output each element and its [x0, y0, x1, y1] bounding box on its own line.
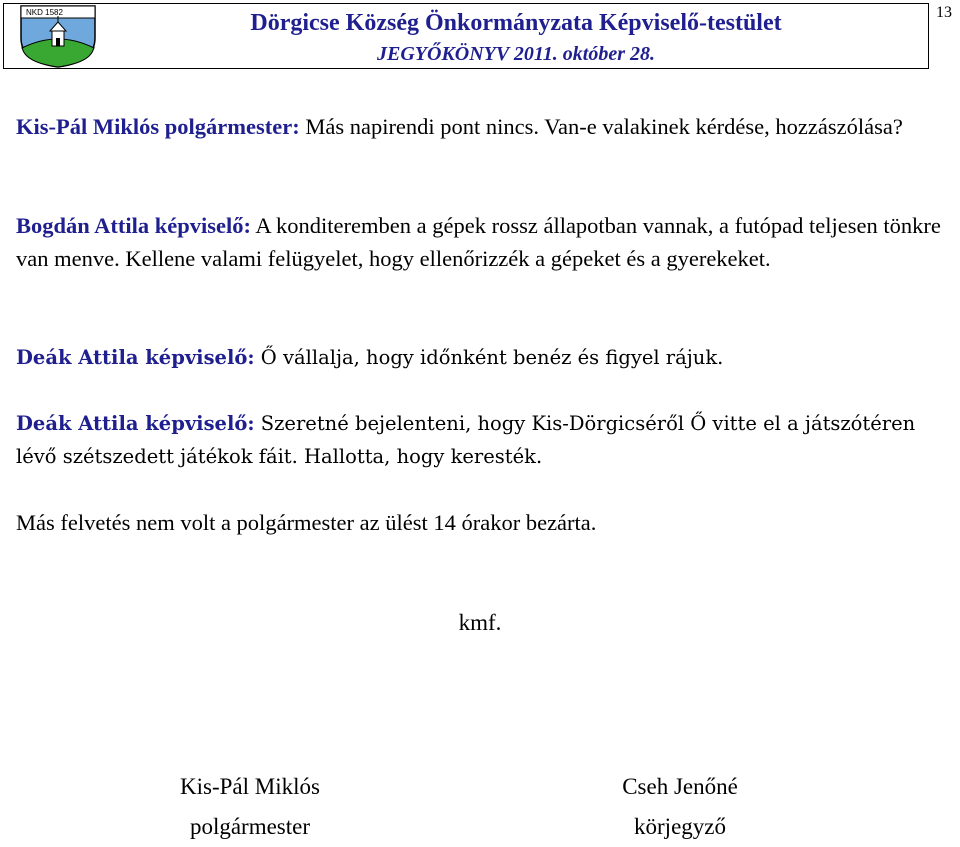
paragraph-text: Más napirendi pont nincs. Van-e valakinek kérdése, hozzászólása?	[299, 114, 903, 139]
paragraph-mayor-question	[16, 110, 956, 143]
signature-name: Cseh Jenőné	[622, 774, 738, 799]
signature-role: polgármester	[189, 814, 311, 839]
paragraph-text: Ő vállalja, hogy időnként benéz és figyel rájuk.	[254, 346, 724, 369]
logo-banner-text: NKD 1582	[26, 8, 63, 17]
paragraph-text: A konditeremben a gépek rossz állapotban vannak, a futópad teljesen tönkre van menve. Kellene valami felügyelet, hogy ellenőrizzék a gépeket és a gyerekeket.	[16, 213, 941, 271]
signature-role: körjegyző	[634, 814, 726, 839]
paragraph-deak-announcement	[16, 407, 956, 473]
document-header	[3, 3, 929, 69]
church-coat-of-arms-icon	[15, 4, 101, 68]
speaker-label: Kis-Pál Miklós polgármester:	[16, 114, 300, 139]
paragraph-bogdan-remark	[16, 209, 956, 275]
signature-mayor	[120, 767, 380, 847]
paragraph-closing-statement	[16, 506, 956, 539]
speaker-label: Deák Attila képviselő:	[16, 412, 255, 435]
paragraph-text: Más felvetés nem volt a polgármester az ülést 14 órakor bezárta.	[16, 510, 597, 535]
kmf-mark: kmf.	[458, 610, 502, 635]
minutes-date-subtitle: JEGYŐKÖNYV 2011. október 28.	[377, 43, 655, 65]
speaker-label: Bogdán Attila képviselő:	[16, 213, 252, 238]
council-title: Dörgicse Község Önkormányzata Képviselő-testület	[250, 10, 782, 36]
signature-name: Kis-Pál Miklós	[180, 774, 320, 799]
speaker-label: Deák Attila képviselő:	[16, 346, 255, 369]
page-number: 13	[936, 4, 952, 21]
paragraph-deak-supervision	[16, 341, 956, 374]
paragraph-text: Szeretné bejelenteni, hogy Kis-Dörgicséről Ő vitte el a játszótéren lévő szétszedett játékok fáit. Hallotta, hogy keresték.	[16, 412, 916, 468]
signature-notary	[550, 767, 810, 847]
